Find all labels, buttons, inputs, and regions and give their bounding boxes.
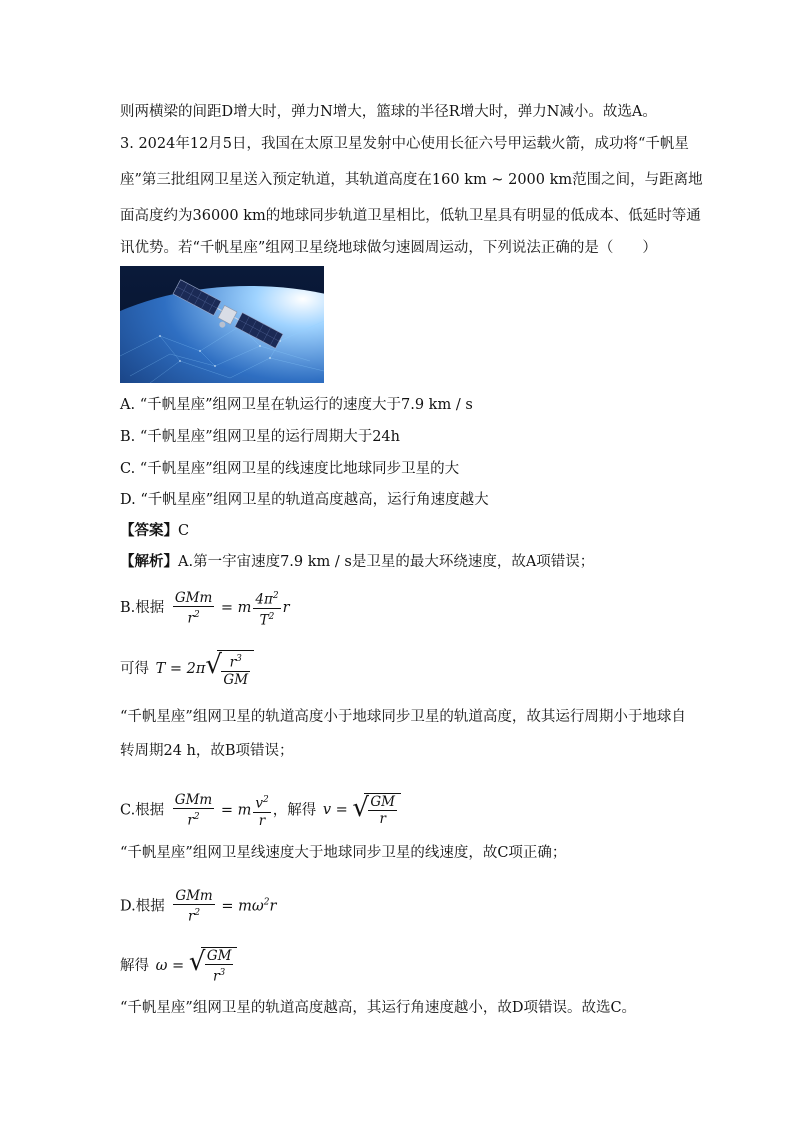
analysis-d-formula-line [120,888,276,925]
analysis-c-mid: ，解得 [272,802,317,819]
analysis-d-result-line [120,947,237,985]
analysis-b-text-1: “千帆星座”组网卫星的轨道高度小于地球同步卫星的轨道高度，故其运行周期小于地球自 [120,709,686,725]
analysis-b-text-2: 转周期24 h，故B项错误； [120,743,294,759]
period-result-formula: T = 2π √ $\frac{r^3}{GM}$ [156,650,254,688]
analysis-d-prefix: D.根据 [120,898,165,915]
question-line-1: 3. 2024年12月5日，我国在太原卫星发射中心使用长征六号甲运载火箭，成功将“千帆星 [120,136,689,152]
analysis-c-prefix: C.根据 [120,802,165,819]
prev-answer-line: 则两横梁的间距D增大时，弹力N增大，篮球的半径R增大时，弹力N减小。故选A。 [120,104,657,120]
option-a: A. “千帆星座”组网卫星在轨运行的速度大于7.9 km / s [120,397,473,413]
analysis-d-text: “千帆星座”组网卫星的轨道高度越高，其运行角速度越小，故D项错误。故选C。 [120,1000,637,1016]
option-d: D. “千帆星座”组网卫星的轨道高度越高，运行角速度越大 [120,492,489,508]
satellite-image [120,266,324,383]
analysis-c-formula-line [120,792,401,829]
question-line-4: 讯优势。若“千帆星座”组网卫星绕地球做匀速圆周运动，下列说法正确的是（ ） [120,240,657,256]
answer-label: 【答案】 [120,522,178,539]
gravitation-period-formula: $\frac{\text{GMm}}{r^2}$ = m $\frac{4\pi^2}{T^2}$ r [174,589,290,628]
answer-value: C [178,523,190,539]
analysis-b-formula-line [120,588,290,628]
gravitation-angular-formula: $\frac{\text{GMm}}{r^2}$ = $m\omega^2r$ [175,888,277,925]
gravitation-velocity-formula: $\frac{\text{GMm}}{r^2}$ = m $\frac{v^2}{r}$ [174,792,269,829]
analysis-a-line [120,552,594,572]
question-line-3: 面高度约为36000 km的地球同步轨道卫星相比，低轨卫星具有明显的低成本、低延时等通 [120,208,701,224]
option-b: B. “千帆星座”组网卫星的运行周期大于24h [120,429,400,445]
analysis-b-result-line [120,650,254,688]
analysis-d-result-prefix: 解得 [120,957,149,974]
analysis-a-text: A.第一宇宙速度7.9 km / s是卫星的最大环绕速度，故A项错误； [178,554,595,570]
angular-result-formula: ω = √ $\frac{GM}{r^3}$ [156,947,238,985]
velocity-result-formula: v = √ $\frac{GM}{r}$ [323,793,401,827]
analysis-b-result-prefix: 可得 [120,660,149,677]
analysis-c-text: “千帆星座”组网卫星线速度大于地球同步卫星的线速度，故C项正确； [120,845,567,861]
analysis-b-prefix: B.根据 [120,600,165,616]
answer-line [120,521,189,541]
question-line-2: 座”第三批组网卫星送入预定轨道，其轨道高度在160 km ~ 2000 km范围之间，与距离地 [120,172,703,188]
analysis-label: 【解析】 [120,553,178,570]
option-c: C. “千帆星座”组网卫星的线速度比地球同步卫星的大 [120,461,460,477]
